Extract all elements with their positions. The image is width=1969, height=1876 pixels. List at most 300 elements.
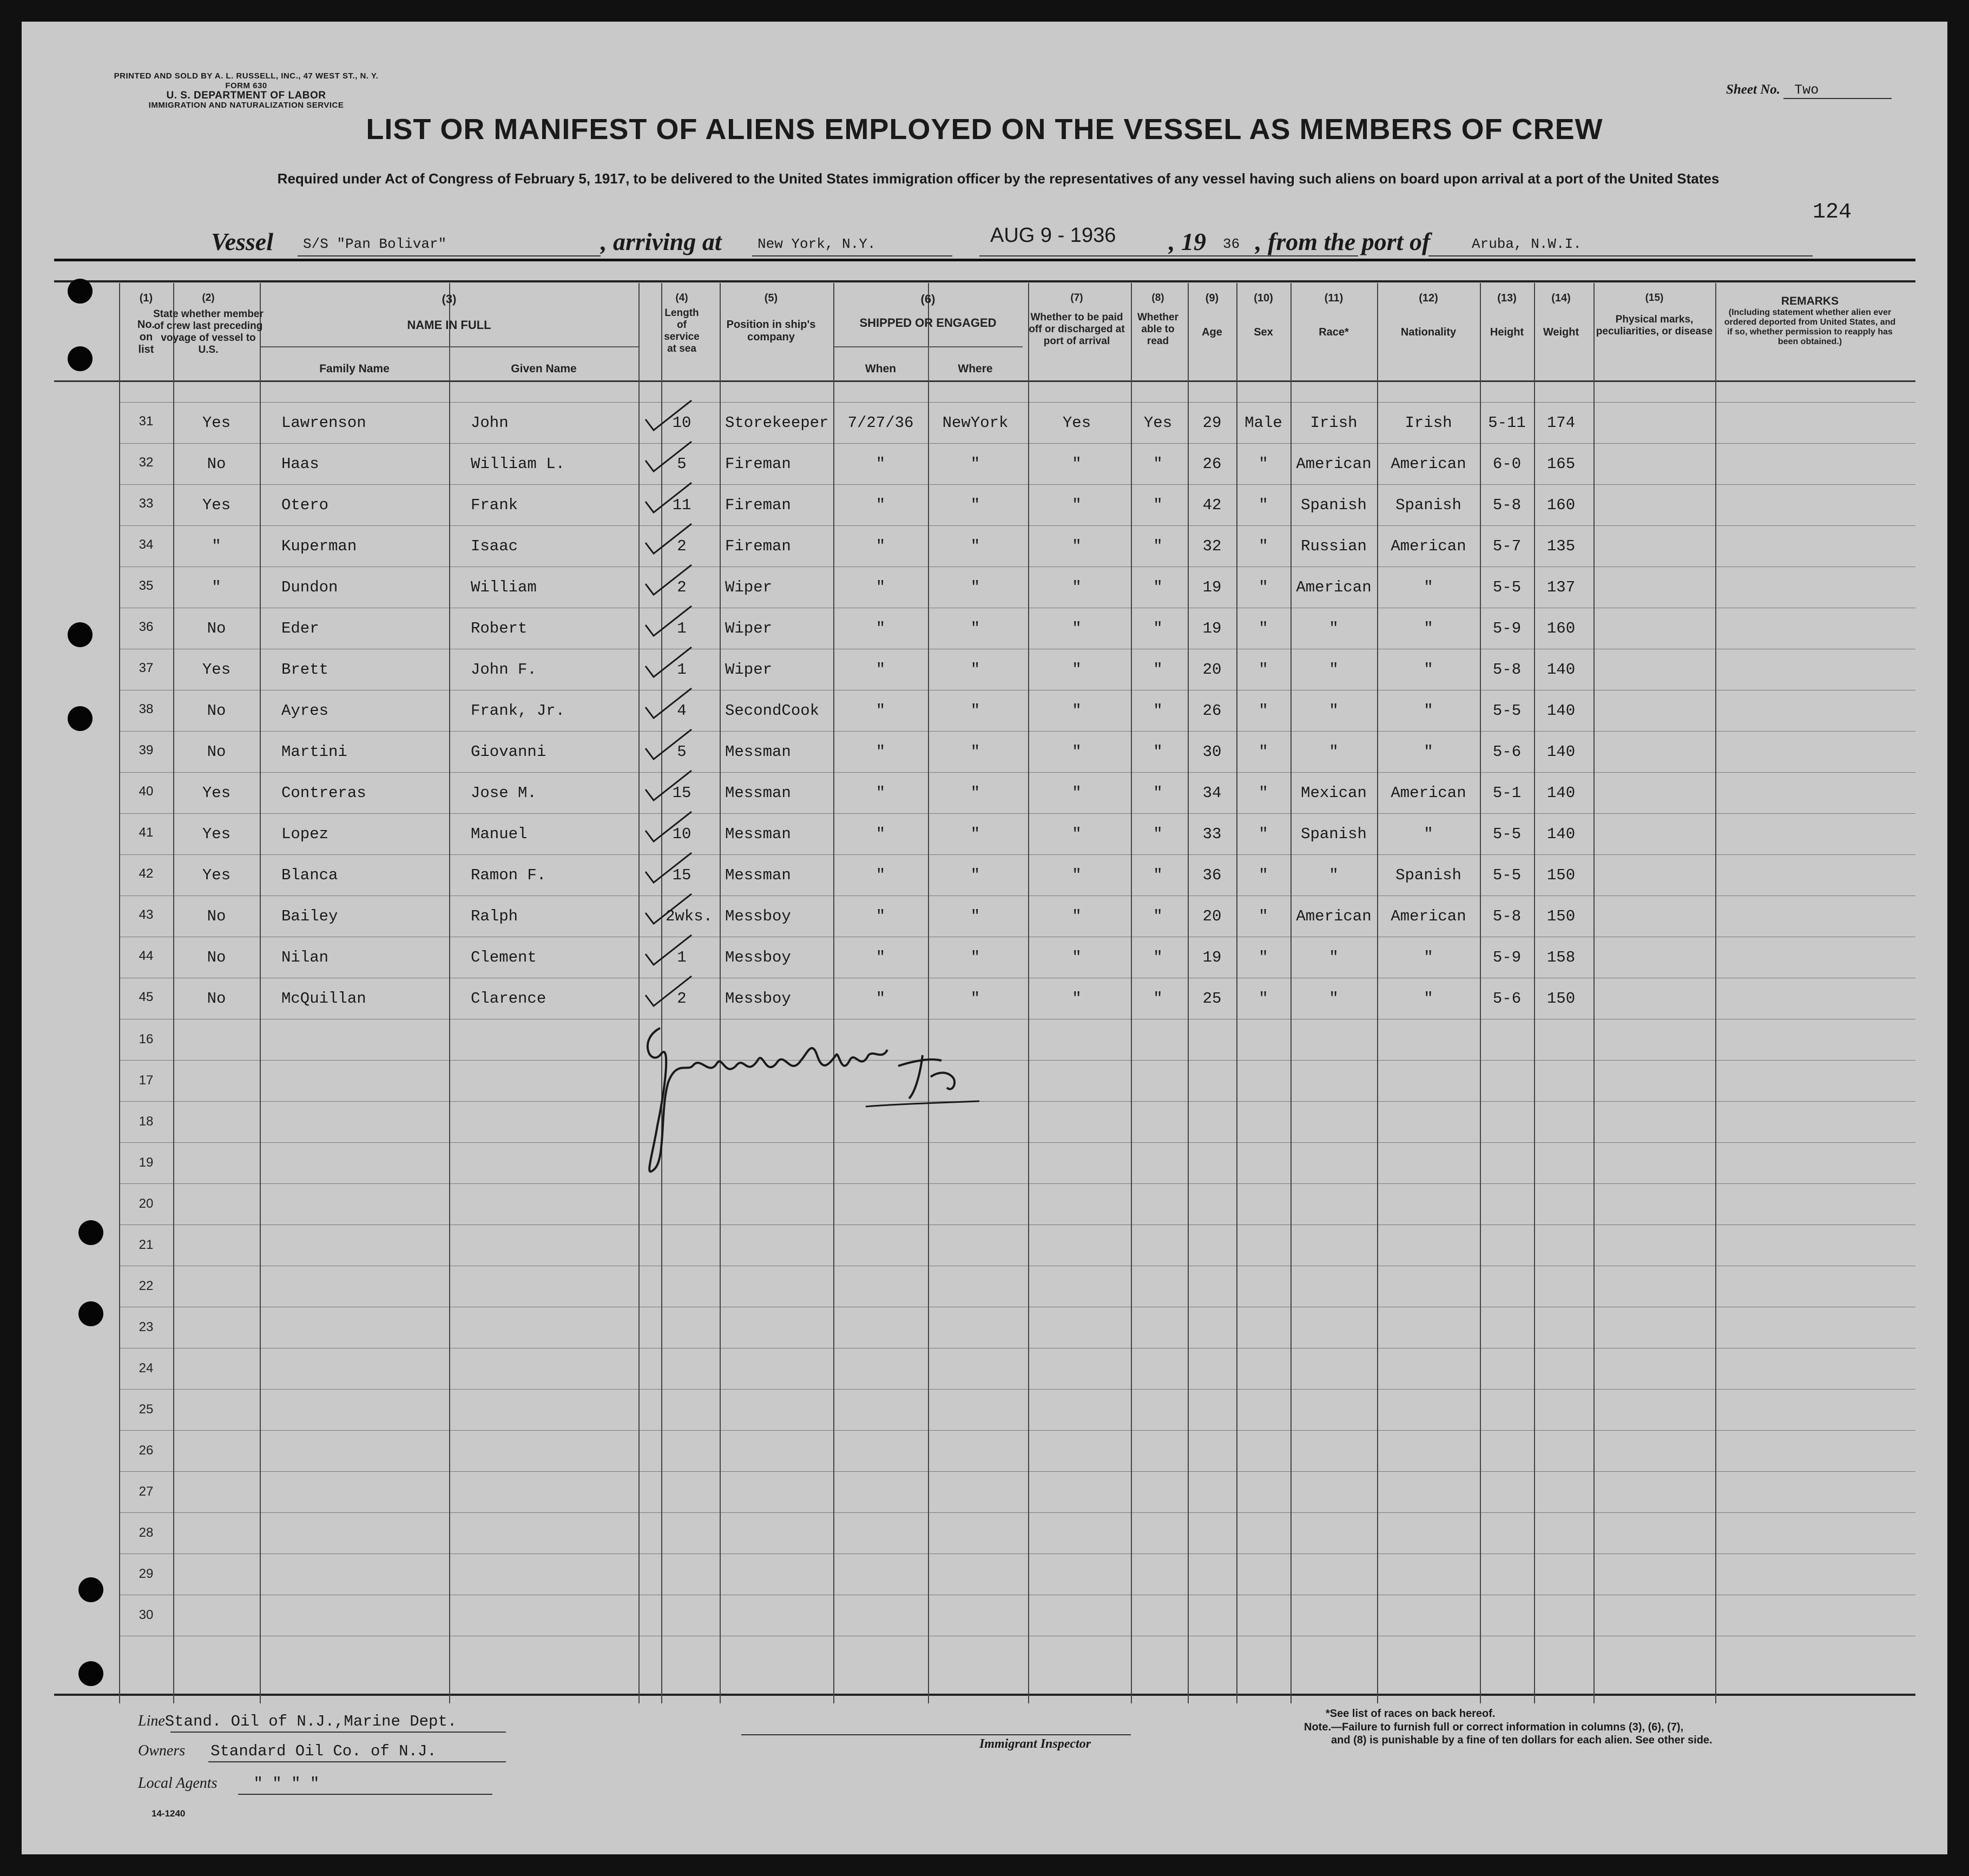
cell-family: Blanca (281, 866, 338, 884)
binder-hole (68, 706, 93, 731)
cell-race: " (1329, 743, 1339, 761)
cell-age: 36 (1202, 866, 1222, 884)
cell-prev: Yes (202, 825, 231, 843)
cell-service: 2 (677, 537, 687, 555)
date-stamp: AUG 9 - 1936 (990, 224, 1116, 247)
department-name: U. S. DEPARTMENT OF LABOR (166, 90, 326, 101)
cell-where: " (970, 455, 980, 473)
cell-paid: " (1072, 537, 1082, 555)
cell-no: 32 (139, 455, 154, 470)
cell-family: Ayres (281, 702, 329, 720)
cell-position: Fireman (725, 455, 791, 473)
cell-given: Manuel (471, 825, 528, 843)
cell-service: 1 (677, 661, 687, 679)
cell-height: 6-0 (1492, 455, 1522, 473)
cell-race: Spanish (1301, 496, 1367, 514)
cell-service: 1 (677, 620, 687, 637)
cell-sex: " (1259, 866, 1268, 884)
binder-hole (78, 1301, 103, 1326)
cell-weight: 140 (1546, 661, 1576, 679)
cell-weight: 150 (1546, 990, 1576, 1008)
cell-where: " (970, 825, 980, 843)
check-mark (643, 521, 697, 559)
year-value: 36 (1223, 236, 1240, 252)
column-rule (1593, 283, 1595, 1703)
cell-weight: 150 (1546, 907, 1576, 925)
table-rule (119, 1389, 1915, 1390)
cell-when: " (875, 455, 886, 473)
col7-header: (7) Whether to be paid off or discharged at port of arrival (1029, 292, 1125, 347)
cell-race: American (1296, 578, 1372, 596)
cell-position: Messman (725, 866, 791, 884)
table-rule (119, 402, 1915, 403)
cell-nationality: Spanish (1395, 496, 1461, 514)
col14-header: (14) Weight (1543, 292, 1579, 338)
cell-weight: 158 (1546, 949, 1576, 966)
cell-age: 33 (1202, 825, 1222, 843)
form-number: FORM 630 (225, 81, 267, 90)
cell-prev: Yes (202, 784, 231, 802)
cell-family: Eder (281, 620, 319, 637)
check-mark (643, 480, 697, 518)
binder-hole (78, 1220, 103, 1245)
cell-nationality: American (1391, 907, 1466, 925)
cell-where: " (970, 907, 980, 925)
cell-nationality: " (1424, 578, 1433, 596)
cell-weight: 135 (1546, 537, 1576, 555)
table-rule (119, 772, 1915, 773)
cell-age: 26 (1202, 455, 1222, 473)
cell-position: SecondCook (725, 702, 820, 720)
printer-imprint (78, 71, 414, 110)
races-note: *See list of races on back hereof. (1326, 1708, 1496, 1720)
cell-height: 5-6 (1492, 743, 1522, 761)
cell-read: " (1153, 949, 1163, 966)
line-value: Stand. Oil of N.J.,Marine Dept. (164, 1713, 457, 1730)
cell-age: 30 (1202, 743, 1222, 761)
cell-when: " (875, 661, 886, 679)
cell-service: 2 (677, 990, 687, 1008)
cell-position: Wiper (725, 620, 773, 637)
cell-when: " (875, 702, 886, 720)
table-rule (119, 731, 1915, 732)
cell-height: 5-9 (1492, 620, 1522, 637)
check-mark (643, 603, 697, 641)
cell-service: 2wks. (666, 907, 713, 925)
sheet-number (1726, 82, 1892, 99)
cell-given: Jose M. (471, 784, 537, 802)
blank-row-number: 30 (139, 1608, 154, 1622)
cell-where: " (970, 866, 980, 884)
from-port-value: Aruba, N.W.I. (1472, 236, 1582, 252)
cell-no: 36 (139, 620, 154, 634)
cell-no: 31 (139, 414, 154, 429)
cell-paid: " (1072, 825, 1082, 843)
cell-race: " (1329, 866, 1339, 884)
cell-given: Isaac (471, 537, 518, 555)
cell-when: " (875, 866, 886, 884)
cell-paid: " (1072, 784, 1082, 802)
binder-hole (68, 346, 93, 371)
col13-header: (13) Height (1490, 292, 1524, 338)
col1-header: (1) No. on list (137, 292, 155, 356)
cell-prev: Yes (202, 661, 231, 679)
cell-sex: " (1259, 990, 1268, 1008)
manifest-document (22, 22, 1947, 1854)
cell-sex: " (1259, 825, 1268, 843)
blank-row-number: 20 (139, 1196, 154, 1211)
check-mark (643, 809, 697, 847)
cell-height: 5-1 (1492, 784, 1522, 802)
cell-when: 7/27/36 (847, 414, 914, 432)
cell-weight: 140 (1546, 784, 1576, 802)
cell-given: Robert (471, 620, 528, 637)
cell-read: " (1153, 907, 1163, 925)
cell-prev: No (207, 455, 226, 473)
blank-row-number: 25 (139, 1402, 154, 1417)
check-mark (643, 398, 697, 436)
binder-hole (68, 279, 93, 304)
cell-prev: No (207, 949, 226, 966)
cell-nationality: " (1424, 661, 1433, 679)
cell-no: 42 (139, 866, 154, 881)
blank-row-number: 24 (139, 1361, 154, 1375)
cell-read: " (1153, 620, 1163, 637)
cell-read: " (1153, 496, 1163, 514)
cell-height: 5-6 (1492, 990, 1522, 1008)
cell-race: " (1329, 661, 1339, 679)
check-mark (643, 768, 697, 806)
cell-weight: 137 (1546, 578, 1576, 596)
table-rule (119, 525, 1915, 526)
cell-where: " (970, 578, 980, 596)
column-rule (720, 283, 721, 1703)
form-code: 14-1240 (152, 1808, 186, 1819)
column-rule (260, 283, 261, 1703)
cell-nationality: American (1391, 537, 1466, 555)
cell-no: 34 (139, 537, 154, 552)
cell-height: 5-7 (1492, 537, 1522, 555)
sheet-value: Two (1783, 82, 1892, 99)
col2-header: (2) State whether member of crew last preceding voyage of vessel to U.S. (153, 292, 264, 356)
arriving-label: , arriving at (601, 228, 722, 255)
check-mark (643, 727, 697, 765)
cell-given: William L. (471, 455, 565, 473)
binder-hole (78, 1661, 103, 1686)
vessel-value: S/S "Pan Bolivar" (303, 236, 447, 252)
owners-field: Owners Standard Oil Co. of N.J. (138, 1742, 437, 1760)
cell-height: 5-11 (1488, 414, 1526, 432)
cell-nationality: " (1424, 620, 1433, 637)
cell-given: Clement (471, 949, 537, 966)
cell-sex: " (1259, 784, 1268, 802)
cell-where: " (970, 496, 980, 514)
cell-weight: 160 (1546, 496, 1576, 514)
cell-read: " (1153, 990, 1163, 1008)
cell-position: Fireman (725, 537, 791, 555)
cell-where: " (970, 620, 980, 637)
cell-read: " (1153, 702, 1163, 720)
cell-position: Messman (725, 743, 791, 761)
cell-sex: " (1259, 949, 1268, 966)
cell-read: " (1153, 825, 1163, 843)
vessel-line (211, 224, 1823, 260)
cell-weight: 140 (1546, 825, 1576, 843)
cell-position: Wiper (725, 578, 773, 596)
table-rule (119, 1512, 1915, 1513)
blank-row-number: 22 (139, 1279, 154, 1293)
cell-read: " (1153, 866, 1163, 884)
cell-race: " (1329, 949, 1339, 966)
cell-height: 5-5 (1492, 578, 1522, 596)
cell-family: Otero (281, 496, 329, 514)
cell-sex: " (1259, 537, 1268, 555)
cell-no: 38 (139, 702, 154, 716)
cell-age: 20 (1202, 907, 1222, 925)
cell-age: 25 (1202, 990, 1222, 1008)
table-rule (119, 1430, 1915, 1431)
cell-service: 15 (672, 866, 692, 884)
binder-hole (78, 1577, 103, 1602)
binder-hole (68, 622, 93, 647)
cell-sex: " (1259, 455, 1268, 473)
cell-when: " (875, 537, 886, 555)
blank-row-number: 23 (139, 1320, 154, 1334)
cell-where: " (970, 743, 980, 761)
cell-where: " (970, 537, 980, 555)
cell-given: Frank, Jr. (471, 702, 565, 720)
inspector-label: Immigrant Inspector (979, 1737, 1091, 1751)
when-header: When (865, 363, 897, 375)
cell-family: Brett (281, 661, 329, 679)
column-rule (449, 283, 450, 1703)
cell-read: " (1153, 743, 1163, 761)
cell-given: William (471, 578, 537, 596)
col3-header: (3) NAME IN FULL (407, 292, 491, 332)
cell-read: " (1153, 455, 1163, 473)
table-rule (54, 259, 1915, 261)
cell-nationality: " (1424, 949, 1433, 966)
col6-header: (6) SHIPPED OR ENGAGED (859, 292, 997, 330)
cell-when: " (875, 825, 886, 843)
cell-paid: " (1072, 620, 1082, 637)
cell-paid: " (1072, 866, 1082, 884)
cell-nationality: American (1391, 455, 1466, 473)
cell-position: Messboy (725, 949, 791, 966)
cell-height: 5-8 (1492, 496, 1522, 514)
blank-row-number: 27 (139, 1484, 154, 1499)
cell-weight: 150 (1546, 866, 1576, 884)
remarks-header: REMARKS (Including statement whether alien ever ordered deported from United States, and if so, whether permission to reapply has been obtained.) (1724, 295, 1896, 346)
cell-paid: Yes (1062, 414, 1091, 432)
cell-service: 5 (677, 743, 687, 761)
cell-read: " (1153, 578, 1163, 596)
cell-where: NewYork (942, 414, 1009, 432)
cell-height: 5-8 (1492, 907, 1522, 925)
cell-prev: No (207, 620, 226, 637)
cell-age: 34 (1202, 784, 1222, 802)
column-rule (1715, 283, 1716, 1703)
cell-race: Russian (1301, 537, 1367, 555)
cell-where: " (970, 661, 980, 679)
cell-paid: " (1072, 702, 1082, 720)
cell-height: 5-5 (1492, 825, 1522, 843)
table-rule (119, 484, 1915, 485)
col5-header: (5) Position in ship's company (726, 292, 816, 343)
cell-given: Ramon F. (471, 866, 546, 884)
cell-service: 2 (677, 578, 687, 596)
printer-line: PRINTED AND SOLD BY A. L. RUSSELL, INC., 47 WEST ST., N. Y. (114, 71, 379, 81)
col10-header: (10) Sex (1254, 292, 1273, 338)
cell-no: 39 (139, 743, 154, 758)
cell-given: Ralph (471, 907, 518, 925)
table-rule (54, 1694, 1915, 1696)
cell-prev: Yes (202, 496, 231, 514)
cell-age: 29 (1202, 414, 1222, 432)
table-rule (119, 443, 1915, 444)
required-statement: Required under Act of Congress of February 5, 1917, to be delivered to the United States immigration officer by the representatives of any vessel having such aliens on board upon arrival at a port of the United States (277, 170, 1720, 187)
column-rule (638, 283, 640, 1703)
blank-row-number: 28 (139, 1525, 154, 1540)
cell-paid: " (1072, 578, 1082, 596)
cell-position: Storekeeper (725, 414, 829, 432)
cell-service: 4 (677, 702, 687, 720)
year-prefix: , 19 (1169, 228, 1206, 255)
cell-weight: 160 (1546, 620, 1576, 637)
column-rule (119, 283, 120, 1703)
cell-height: 5-8 (1492, 661, 1522, 679)
cell-when: " (875, 496, 886, 514)
given-name-header: Given Name (511, 363, 577, 375)
cell-age: 20 (1202, 661, 1222, 679)
cell-no: 41 (139, 825, 154, 840)
cell-when: " (875, 990, 886, 1008)
col11-header: (11) Race* (1319, 292, 1349, 338)
table-rule (119, 1471, 1915, 1472)
cell-prev: No (207, 743, 226, 761)
col15-header: (15) Physical marks, peculiarities, or disease (1596, 292, 1713, 337)
from-port-label: , from the port of (1255, 228, 1431, 255)
blank-row-number: 19 (139, 1155, 154, 1170)
cell-sex: Male (1244, 414, 1282, 432)
cell-family: Bailey (281, 907, 338, 925)
cell-age: 19 (1202, 578, 1222, 596)
blank-row-number: 17 (139, 1073, 154, 1088)
vessel-label: Vessel (211, 228, 273, 255)
penalty-note-1: Note.—Failure to furnish full or correct information in columns (3), (6), (7), (1304, 1721, 1684, 1733)
col4-header: (4) Length of service at sea (664, 292, 700, 354)
cell-where: " (970, 949, 980, 966)
cell-paid: " (1072, 661, 1082, 679)
cell-where: " (970, 990, 980, 1008)
cell-family: Kuperman (281, 537, 357, 555)
cell-no: 37 (139, 661, 154, 675)
cell-family: Lawrenson (281, 414, 366, 432)
cell-no: 40 (139, 784, 154, 799)
cell-given: Clarence (471, 990, 546, 1008)
cell-weight: 140 (1546, 702, 1576, 720)
cell-sex: " (1259, 661, 1268, 679)
cell-nationality: " (1424, 825, 1433, 843)
where-header: Where (958, 363, 993, 375)
document-title: LIST OR MANIFEST OF ALIENS EMPLOYED ON THE VESSEL AS MEMBERS OF CREW (366, 113, 1603, 146)
service-name: IMMIGRATION AND NATURALIZATION SERVICE (148, 101, 344, 110)
agents-field: Local Agents " " " " (138, 1775, 320, 1793)
col8-header: (8) Whether able to read (1137, 292, 1178, 347)
cell-age: 26 (1202, 702, 1222, 720)
cell-race: Irish (1310, 414, 1358, 432)
table-rule (54, 280, 1915, 282)
cell-height: 5-9 (1492, 949, 1522, 966)
cell-service: 1 (677, 949, 687, 966)
cell-where: " (970, 702, 980, 720)
cell-height: 5-5 (1492, 702, 1522, 720)
cell-family: Dundon (281, 578, 338, 596)
inspector-signature (628, 1017, 1039, 1190)
cell-nationality: Irish (1405, 414, 1452, 432)
cell-prev: " (212, 578, 221, 596)
cell-race: " (1329, 702, 1339, 720)
cell-service: 5 (677, 455, 687, 473)
cell-service: 10 (672, 825, 692, 843)
blank-row-number: 29 (139, 1566, 154, 1581)
penalty-note-2: and (8) is punishable by a fine of ten dollars for each alien. See other side. (1331, 1734, 1713, 1746)
check-mark (643, 686, 697, 723)
cell-sex: " (1259, 578, 1268, 596)
cell-position: Fireman (725, 496, 791, 514)
table-rule (119, 813, 1915, 814)
cell-read: Yes (1143, 414, 1173, 432)
cell-age: 32 (1202, 537, 1222, 555)
cell-race: " (1329, 620, 1339, 637)
cell-age: 19 (1202, 620, 1222, 637)
cell-sex: " (1259, 620, 1268, 637)
check-mark (643, 850, 697, 888)
cell-no: 33 (139, 496, 154, 511)
cell-no: 44 (139, 949, 154, 963)
cell-race: American (1296, 907, 1372, 925)
cell-no: 43 (139, 907, 154, 922)
cell-position: Messman (725, 784, 791, 802)
check-mark (643, 644, 697, 682)
cell-when: " (875, 578, 886, 596)
col9-header: (9) Age (1202, 292, 1222, 338)
cell-prev: No (207, 990, 226, 1008)
cell-age: 19 (1202, 949, 1222, 966)
arriving-value: New York, N.Y. (758, 236, 876, 252)
cell-nationality: Spanish (1395, 866, 1461, 884)
check-mark (643, 439, 697, 477)
cell-height: 5-5 (1492, 866, 1522, 884)
cell-when: " (875, 949, 886, 966)
cell-given: John F. (471, 661, 537, 679)
cell-race: Mexican (1301, 784, 1367, 802)
blank-row-number: 16 (139, 1032, 154, 1046)
cell-given: John (471, 414, 509, 432)
cell-family: Contreras (281, 784, 366, 802)
cell-weight: 140 (1546, 743, 1576, 761)
cell-read: " (1153, 537, 1163, 555)
page-number: 124 (1813, 200, 1852, 225)
cell-prev: No (207, 907, 226, 925)
cell-no: 45 (139, 990, 154, 1004)
blank-row-number: 21 (139, 1237, 154, 1252)
cell-position: Wiper (725, 661, 773, 679)
check-mark (643, 932, 697, 970)
cell-paid: " (1072, 907, 1082, 925)
cell-paid: " (1072, 743, 1082, 761)
check-mark (643, 562, 697, 600)
